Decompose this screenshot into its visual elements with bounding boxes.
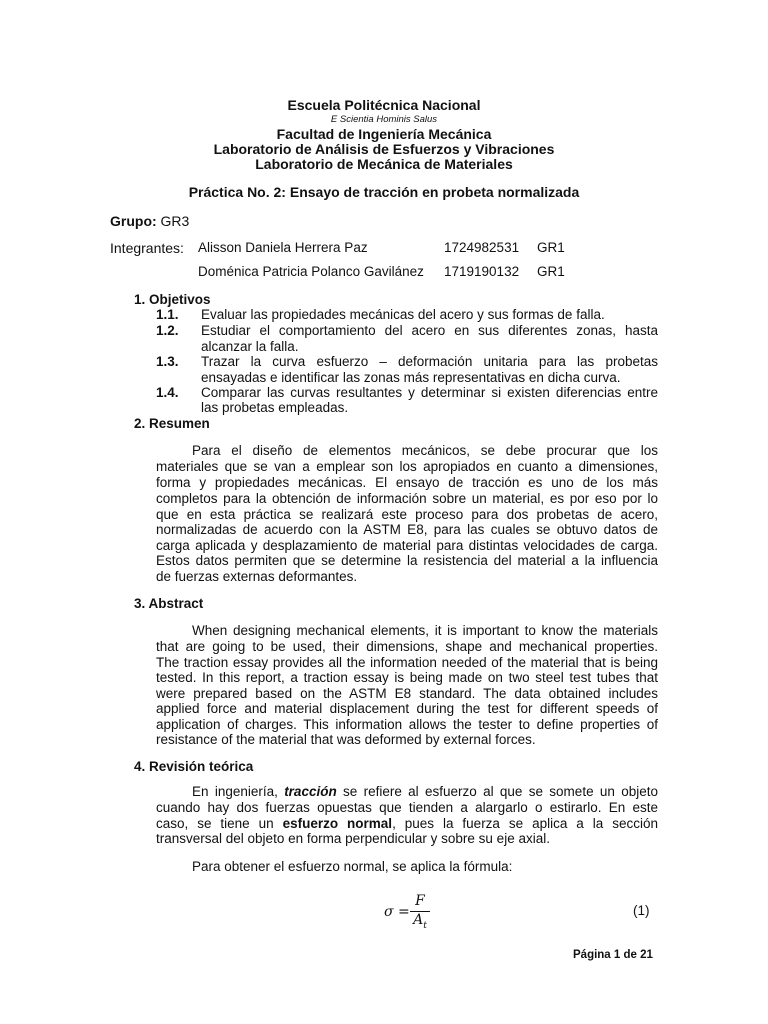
term-traccion: tracción	[284, 784, 337, 799]
page-number: Página 1 de 21	[573, 949, 653, 961]
member-group-1: GR1	[537, 240, 565, 255]
summary-heading: 2. Resumen	[134, 416, 210, 431]
objective-number: 1.1.	[156, 307, 179, 322]
abstract-line: were prepared based on the ASTM E8 standard. The data obtained includes	[156, 686, 658, 701]
abstract-line: resistance of the material that was deformed by external forces.	[156, 732, 536, 747]
formula-numerator: F	[415, 893, 425, 909]
formula-denominator: $A_t$	[413, 912, 427, 931]
abstract-line: application of charges. This information allows the tester to define properties of	[156, 717, 658, 732]
summary-line: de fuerzas externas deformantes.	[156, 569, 358, 584]
school-name: Escuela Politécnica Nacional	[287, 97, 481, 113]
member-id-2: 1719190132	[444, 264, 520, 279]
objective-text: Estudiar el comportamiento del acero en sus diferentes zonas, hasta	[201, 323, 658, 338]
objective-text: Comparar las curvas resultantes y determinar si existen diferencias entre	[201, 385, 658, 400]
theory-line: caso, se tiene un esfuerzo normal, pues la fuerza se aplica a la sección	[156, 816, 658, 831]
summary-line: forma y propiedades mecánicas. El ensayo de tracción es uno de los más	[156, 475, 658, 490]
objective-text: Trazar la curva esfuerzo – deformación unitaria para las probetas	[201, 354, 658, 369]
lab-name-1: Laboratorio de Análisis de Esfuerzos y Vibraciones	[213, 141, 555, 157]
summary-line: carga aplicada y desplazamiento de material para distintas velocidades de carga.	[156, 538, 658, 553]
summary-line: Para el diseño de elementos mecánicos, se debe procurar que los	[192, 443, 658, 458]
theory-line: transversal del objeto en forma perpendicular y sobre su eje axial.	[156, 831, 550, 846]
objective-number: 1.3.	[156, 354, 179, 369]
formula-lhs: σ =	[384, 904, 410, 920]
summary-line: Estos datos permiten que se determine la resistencia del material a la influencia	[156, 553, 658, 568]
practice-title: Práctica No. 2: Ensayo de tracción en probeta normalizada	[188, 184, 580, 200]
abstract-line: The traction essay provides all the information needed of the material that is being	[156, 655, 658, 670]
group-label: Grupo:	[110, 213, 157, 229]
objective-text: alcanzar la falla.	[201, 339, 299, 354]
member-group-2: GR1	[537, 264, 565, 279]
school-motto: E Scientia Hominis Salus	[330, 114, 438, 125]
objective-text: ensayadas e identificar las zonas más representativas en dicha curva.	[201, 370, 621, 385]
theory-line: cuando hay dos fuerzas opuestas que tienden a alargarlo o estirarlo. En este	[156, 800, 658, 815]
abstract-heading: 3. Abstract	[134, 596, 204, 611]
objective-text: Evaluar las propiedades mecánicas del acero y sus formas de falla.	[201, 307, 605, 322]
member-name-1: Alisson Daniela Herrera Paz	[198, 240, 368, 255]
theory-line: Para obtener el esfuerzo normal, se aplica la fórmula:	[192, 859, 513, 874]
term-esfuerzo-normal: esfuerzo normal	[282, 816, 393, 831]
abstract-line: tested. In this report, a traction essay is being made on two steel test tubes that	[156, 670, 658, 685]
summary-line: normalizadas de acuerdo con la ASTM E8, para las cuales se obtuvo datos de	[156, 522, 658, 537]
members-label: Integrantes:	[110, 240, 184, 256]
member-name-2: Doménica Patricia Polanco Gavilánez	[198, 264, 424, 279]
group-line	[110, 213, 189, 229]
theory-heading: 4. Revisión teórica	[134, 759, 254, 774]
objectives-heading: 1. Objetivos	[134, 292, 211, 307]
summary-line: completos para la obtención de información sobre un material, es por eso por lo	[156, 491, 658, 506]
member-id-1: 1724982531	[444, 240, 520, 255]
faculty-name: Facultad de Ingeniería Mecánica	[276, 126, 492, 142]
group-value: GR3	[160, 213, 190, 229]
equation-number: (1)	[633, 903, 650, 918]
lab-name-2: Laboratorio de Mecánica de Materiales	[255, 156, 513, 172]
theory-line: En ingeniería, tracción se refiere al esfuerzo al que se somete un objeto	[192, 784, 658, 799]
abstract-line: applied force and material displacement during the test for different speeds of	[156, 701, 658, 716]
objective-number: 1.4.	[156, 385, 179, 400]
summary-line: materiales que se van a emplear son los apropiados en cuanto a dimensiones,	[156, 459, 658, 474]
summary-line: que en esta práctica se realizará este proceso para dos probetas de acero,	[156, 507, 658, 522]
objective-text: las probetas empleadas.	[201, 400, 349, 415]
objective-number: 1.2.	[156, 323, 179, 338]
abstract-line: that are going to be used, their dimensions, shape and mechanical properties.	[156, 639, 658, 654]
abstract-line: When designing mechanical elements, it is important to know the materials	[192, 623, 658, 638]
